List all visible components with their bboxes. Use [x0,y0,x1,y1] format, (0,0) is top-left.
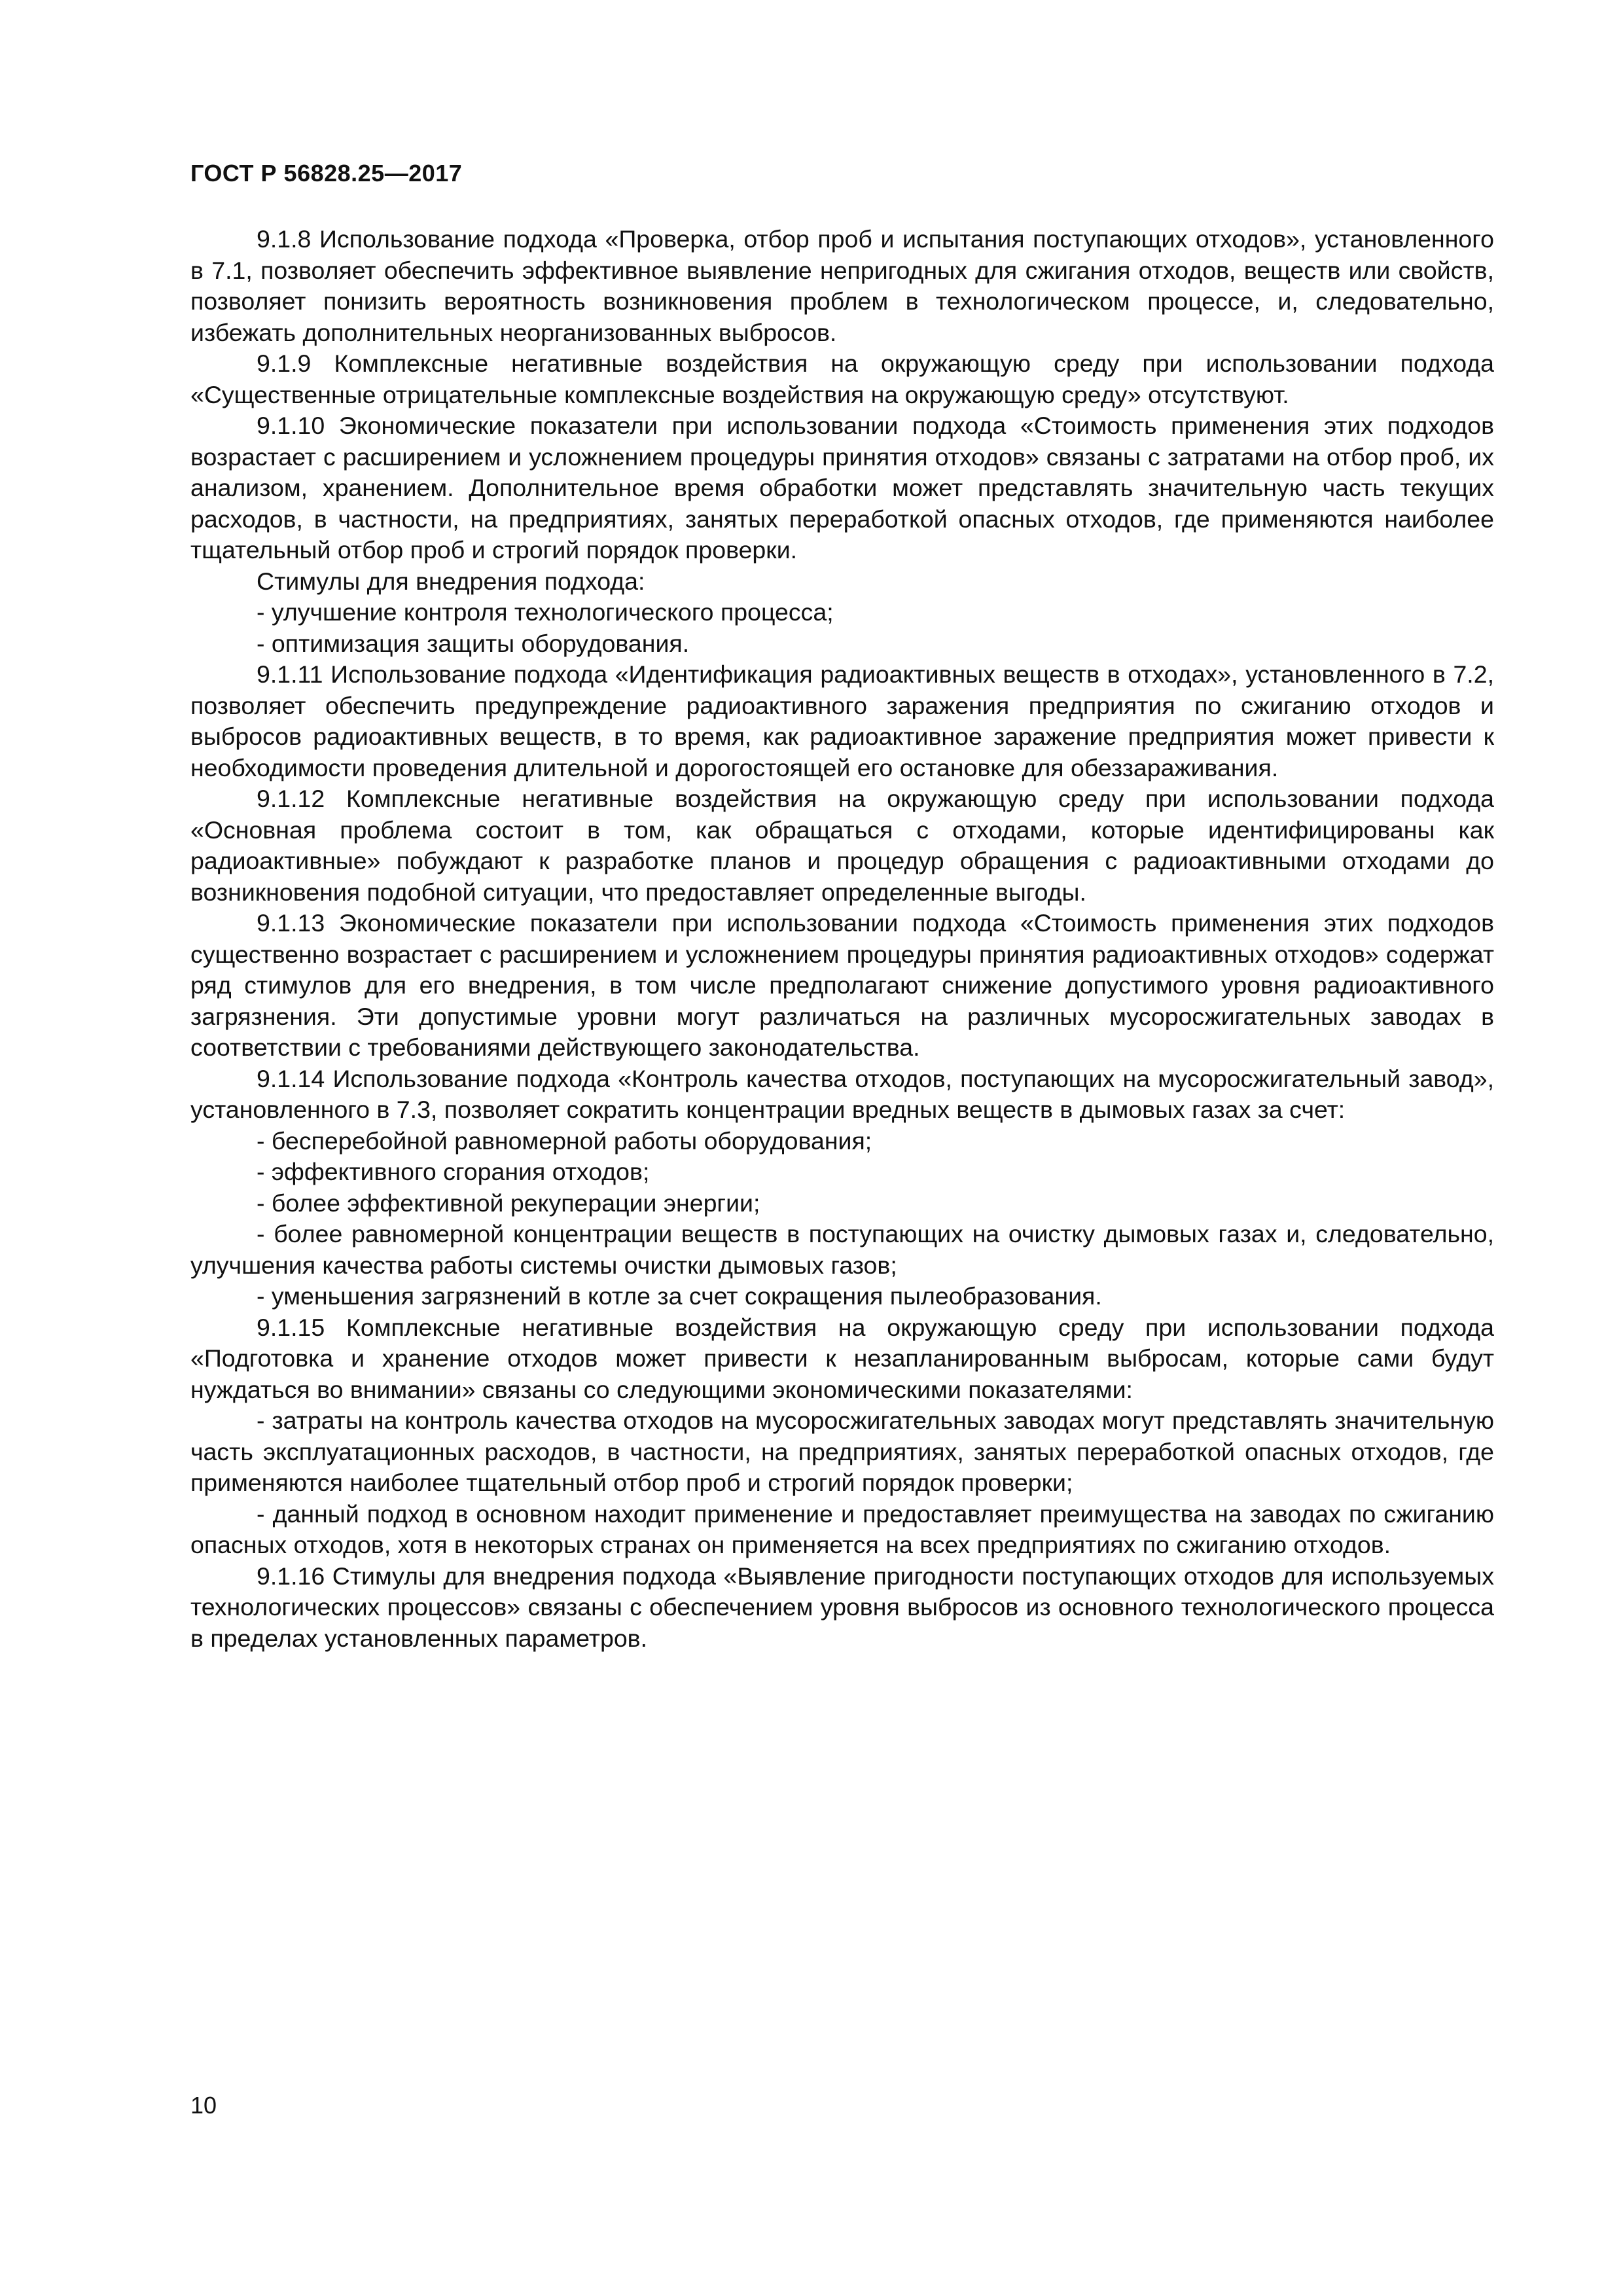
paragraph-9-1-11: 9.1.11 Использование подхода «Идентификация радиоактивных веществ в отходах», установленного в 7.2, позволяет обеспечить предупреждение радиоактивного заражения предприятия по сжиганию отходов и выбросов радиоактивных веществ, в то время, как радиоактивное заражение предприятия может привести к необходимости проведения длительной и дорогостоящей его остановке для обеззараживания. [190,660,1494,781]
paragraph-9-1-8: 9.1.8 Использование подхода «Проверка, отбор проб и испытания поступающих отходов», установленного в 7.1, позволяет обеспечить эффективное выявление непригодных для сжигания отходов, веществ или свойств, позволяет понизить вероятность возникновения проблем в технологическом процессе, и, следовательно, избежать дополнительных неорганизованных выбросов. [190,225,1494,346]
list-item: - более эффективной рекуперации энергии; [257,1189,760,1217]
list-item: - эффективного сгорания отходов; [257,1158,650,1185]
page-number: 10 [190,2092,217,2119]
incentives-intro: Стимулы для внедрения подхода: [257,567,645,595]
paragraph-9-1-9: 9.1.9 Комплексные негативные воздействия на окружающую среду при использовании подхода «Существенные отрицательные комплексные воздействия на окружающую среду» отсутствуют. [190,350,1494,408]
paragraph-9-1-10: 9.1.10 Экономические показатели при использовании подхода «Стоимость применения этих подходов возрастает с расширением и усложнением процедуры принятия отходов» связаны с затратами на отбор проб, их анализом, хранением. Дополнительное время обработки может представлять значительную часть текущих расходов, в частности, на предприятиях, занятых переработкой опасных отходов, где применяются наиболее тщательный отбор проб и строгий порядок проверки. [190,412,1494,564]
paragraph-9-1-12: 9.1.12 Комплексные негативные воздействия на окружающую среду при использовании подхода «Основная проблема состоит в том, как обращаться с отходами, которые идентифицированы как радиоактивные» побуждают к разработке планов и процедур обращения с радиоактивными отходами до возникновения подобной ситуации, что предоставляет определенные выгоды. [190,785,1494,906]
list-item: - улучшение контроля технологического процесса; [257,598,834,626]
paragraph-9-1-15: 9.1.15 Комплексные негативные воздействия на окружающую среду при использовании подхода «Подготовка и хранение отходов может привести к незапланированным выбросам, которые сами будут нуждаться во внимании» связаны со следующими экономическими показателями: [190,1313,1494,1403]
paragraph-9-1-14: 9.1.14 Использование подхода «Контроль качества отходов, поступающих на мусоросжигательный завод», установленного в 7.3, позволяет сократить концентрации вредных веществ в дымовых газах за счет: [190,1064,1494,1123]
list-item: - более равномерной концентрации веществ в поступающих на очистку дымовых газах и, следовательно, улучшения качества работы системы очистки дымовых газов; [190,1220,1494,1279]
document-body [190,224,1494,1654]
paragraph-9-1-13: 9.1.13 Экономические показатели при использовании подхода «Стоимость применения этих подходов существенно возрастает с расширением и усложнением процедуры принятия радиоактивных отходов» содержат ряд стимулов для его внедрения, в том числе предполагают снижение допустимого уровня радиоактивного загрязнения. Эти допустимые уровни могут различаться на различных мусоросжигательных заводах в соответствии с требованиями действующего законодательства. [190,909,1494,1061]
document-code-header: ГОСТ Р 56828.25—2017 [190,160,463,187]
list-item: - данный подход в основном находит применение и предоставляет преимущества на заводах по сжиганию опасных отходов, хотя в некоторых странах он применяется на всех предприятиях по сжиганию отходов. [190,1499,1494,1558]
list-item: - уменьшения загрязнений в котле за счет сокращения пылеобразования. [257,1282,1102,1310]
list-item: - затраты на контроль качества отходов на мусоросжигательных заводах могут представлять значительную часть эксплуатационных расходов, в частности, на предприятиях, занятых переработкой опасных отходов, где применяются наиболее тщательный отбор проб и строгий порядок проверки; [190,1407,1494,1496]
list-item: - оптимизация защиты оборудования. [257,629,690,657]
list-item: - бесперебойной равномерной работы оборудования; [257,1126,872,1155]
paragraph-9-1-16: 9.1.16 Стимулы для внедрения подхода «Выявление пригодности поступающих отходов для используемых технологических процессов» связаны с обеспечением уровня выбросов из основного технологического процесса в пределах установленных параметров. [190,1562,1494,1652]
